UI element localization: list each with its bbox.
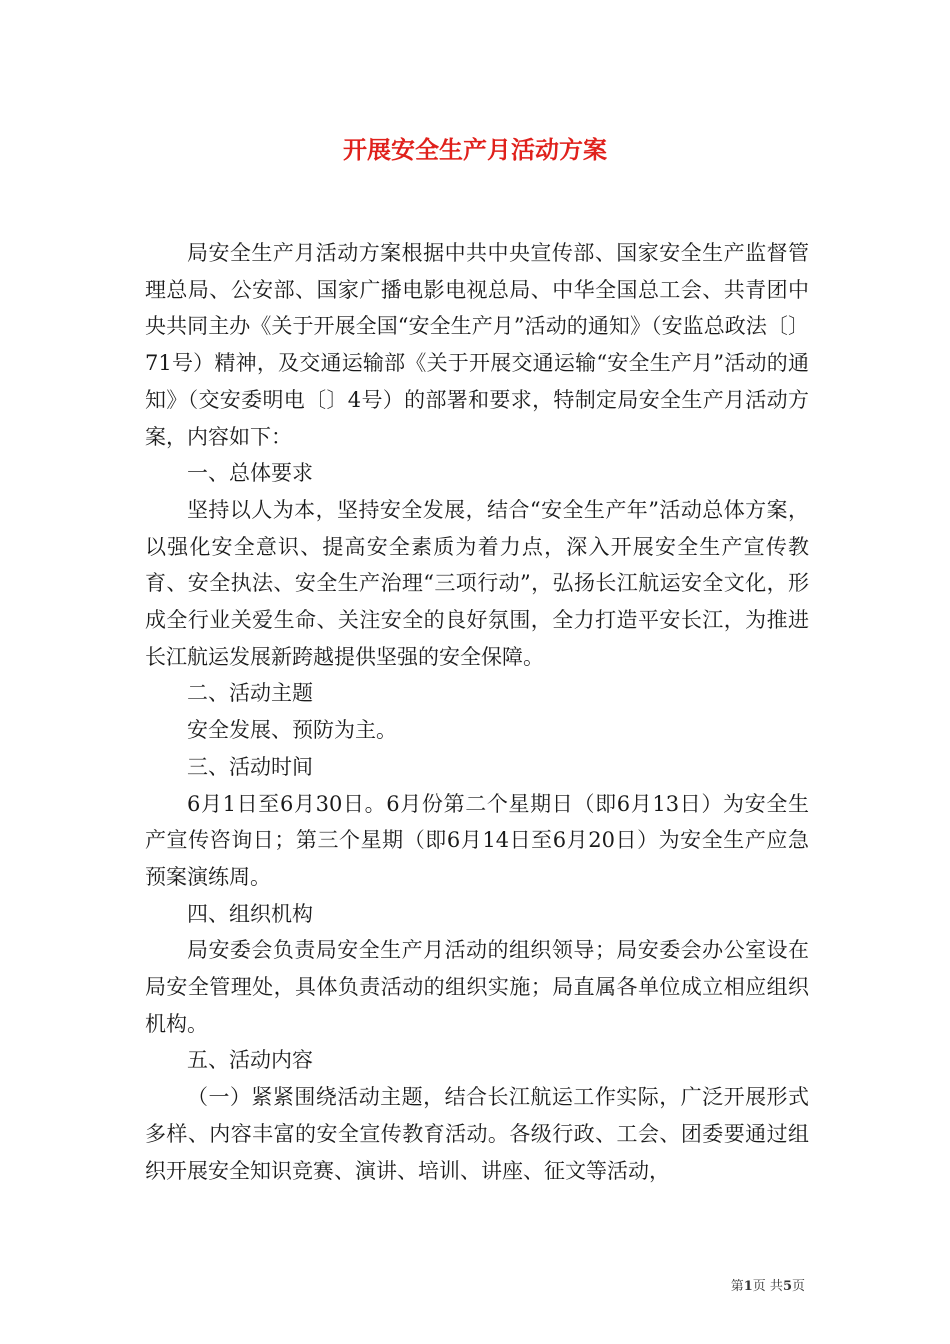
footer-prefix: 第 bbox=[730, 1279, 744, 1294]
heading-activity-content: 五、活动内容 bbox=[187, 1048, 313, 1073]
page-footer bbox=[731, 1277, 805, 1297]
document-title: 开展安全生产月活动方案 bbox=[343, 135, 607, 164]
paragraph-activity-content-1: （一）紧紧围绕活动主题，结合长江航运工作实际，广泛开展形式多样、内容丰富的安全宣传教育活动。各级行政、工会、团委要通过组织开展安全知识竞赛、演讲、培训、讲座、征文等活动， bbox=[145, 1085, 809, 1183]
paragraph-organization: 局安委会负责局安全生产月活动的组织领导；局安委会办公室设在局安全管理处，具体负责活动的组织实施；局直属各单位成立相应组织机构。 bbox=[145, 938, 809, 1036]
heading-general-requirements: 一、总体要求 bbox=[187, 461, 313, 486]
paragraph-activity-time: 6月1日至6月30日。6月份第二个星期日（即6月13日）为安全生产宣传咨询日；第三个星期（即6月14日至6月20日）为安全生产应急预案演练周。 bbox=[145, 791, 809, 889]
paragraph-intro: 局安全生产月活动方案根据中共中央宣传部、国家安全生产监督管理总局、公安部、国家广播电影电视总局、中华全国总工会、共青团中央共同主办《关于开展全国“安全生产月”活动的通知》（安监总政法〔〕71号）精神，及交通运输部《关于开展交通运输“安全生产月”活动的通知》（交安委明电〔〕4号）的部署和要求，特制定局安全生产月活动方案，内容如下： bbox=[145, 241, 809, 449]
footer-page-number: 1 bbox=[743, 1279, 753, 1294]
heading-organization: 四、组织机构 bbox=[187, 901, 313, 926]
paragraph-activity-theme: 安全发展、预防为主。 bbox=[187, 718, 397, 743]
document-body bbox=[145, 235, 809, 1189]
heading-activity-theme: 二、活动主题 bbox=[187, 681, 313, 706]
heading-activity-time: 三、活动时间 bbox=[187, 754, 313, 779]
paragraph-general-requirements: 坚持以人为本，坚持安全发展，结合“安全生产年”活动总体方案，以强化安全意识、提高安全素质为着力点，深入开展安全生产宣传教育、安全执法、安全生产治理“三项行动”，弘扬长江航运安全文化，形成全行业关爱生命、关注安全的良好氛围，全力打造平安长江，为推进长江航运发展新跨越提供坚强的安全保障。 bbox=[145, 497, 809, 669]
footer-middle: 页 共 bbox=[752, 1279, 783, 1294]
footer-total-pages: 5 bbox=[782, 1279, 792, 1294]
footer-suffix: 页 bbox=[791, 1279, 805, 1294]
